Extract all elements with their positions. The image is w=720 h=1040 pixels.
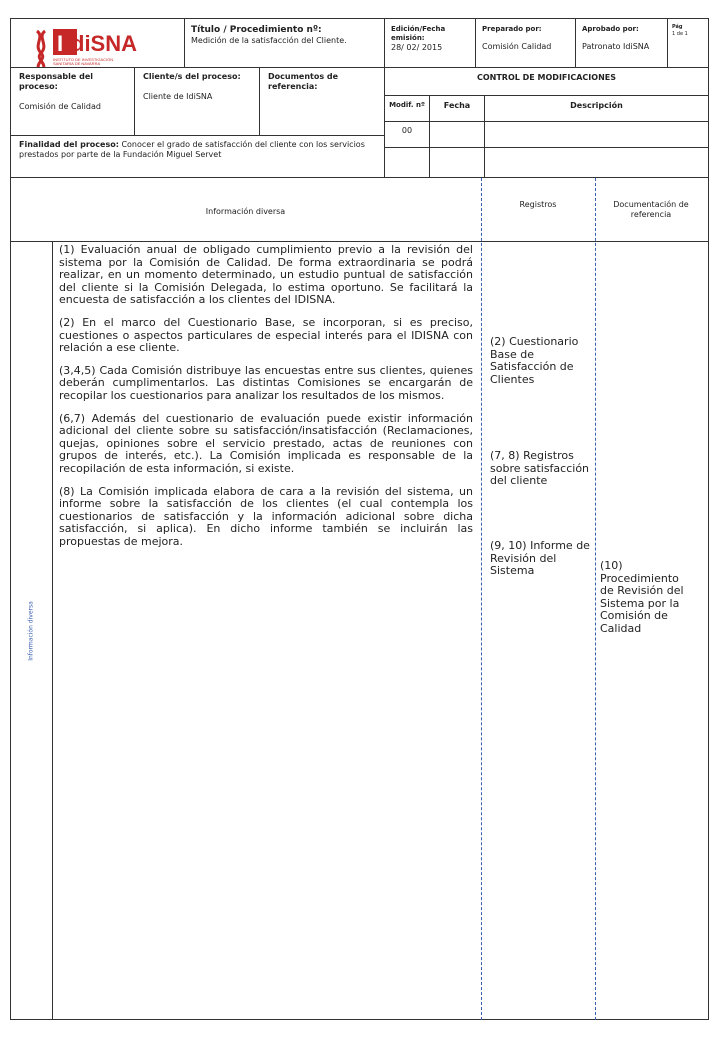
dashed-separator-1 [481, 178, 482, 1020]
approved-label: Aprobado por: [582, 25, 639, 33]
svg-text:I: I [57, 31, 64, 56]
col-header-registros: Registros [519, 200, 557, 209]
responsable-value: Comisión de Calidad [19, 102, 101, 111]
page-value: 1 de 1 [672, 31, 688, 37]
cliente-cell [134, 67, 260, 136]
title-cell [184, 18, 385, 68]
col-header-info: Información diversa [205, 207, 286, 216]
cliente-label: Cliente/s del proceso: [143, 72, 241, 81]
svg-text:diSNA: diSNA [71, 31, 137, 56]
logo-cell [10, 18, 185, 68]
side-label-cell [10, 241, 52, 1020]
idisna-logo [11, 19, 184, 67]
docs-cell [259, 67, 385, 136]
docref-text: (10) Procedimiento de Revisión del Sistema por la Comisión de Calidad [600, 559, 684, 635]
main-text [59, 244, 473, 558]
page-cell [667, 18, 709, 68]
svg-text:SANITARIA DE NAVARRA: SANITARIA DE NAVARRA [53, 61, 101, 66]
responsable-cell [10, 67, 135, 136]
paragraph-4: (6,7) Además del cuestionario de evaluación puede existir información adicional del cliente sobre su satisfacción/insatisfacción (Reclamaciones, quejas, opiniones sobre el servicio prestado, actas de reuniones con grupos de interés, etc.). La Comisión implicada es responsable de la recopilación de esta información, si existe. [59, 411, 473, 475]
paragraph-5: (8) La Comisión implicada elabora de cara a la revisión del sistema, un informe sobre la satisfacción de los clientes (el cual contempla los cuestionarios de satisfacción y la información adicional sobre dicha satisfacción, si aplica). En dicho informe también se incluirán las propuestas de mejora. [59, 484, 473, 548]
paragraph-2: (2) En el marco del Cuestionario Base, se incorporan, si es preciso, cuestiones o aspectos particulares de especial interés para el IDISNA con relación a ese cliente. [59, 315, 473, 355]
title-value: Medición de la satisfacción del Cliente. [191, 36, 347, 45]
control-row-modif: 00 [384, 121, 430, 148]
col-header-docref: Documentación de referencia [613, 200, 689, 219]
approved-value: Patronato IdiSNA [582, 42, 650, 51]
side-column-divider [52, 241, 53, 1020]
registro-2: (7, 8) Registros sobre satisfacción del cliente [490, 449, 590, 488]
control-title: CONTROL DE MODIFICACIONES [384, 67, 709, 96]
control-col-fecha: Fecha [429, 95, 485, 122]
prepared-value: Comisión Calidad [482, 42, 552, 51]
edition-cell [384, 18, 476, 68]
control-col-desc: Descripción [484, 95, 709, 122]
approved-cell [575, 18, 668, 68]
registro-3: (9, 10) Informe de Revisión del Sistema [490, 539, 590, 578]
docs-label: Documentos de referencia: [268, 72, 339, 91]
finalidad-cell [10, 135, 385, 178]
cliente-value: Cliente de IdiSNA [143, 92, 213, 101]
finalidad-value: Conocer el grado de satisfacción del cliente con los servicios prestados por parte de la Fundación Miguel Servet [19, 140, 365, 159]
edition-label: Edición/Fecha emisión: [391, 25, 446, 42]
paragraph-1: (1) Evaluación anual de obligado cumplimiento previo a la revisión del sistema por la Comisión de Calidad. De forma extraordinaria se podrá realizar, en un momento determinado, un estudio puntual de satisfacción del cliente si la Comisión Delegada, lo estima oportuno. Se facilitará la encuesta de satisfacción a los clientes del IDISNA. [59, 243, 473, 307]
responsable-label: Responsable del proceso: [19, 72, 93, 91]
prepared-cell [475, 18, 576, 68]
control-row-desc [484, 121, 709, 148]
control-row-fecha [429, 121, 485, 148]
page-label: Pág [672, 24, 683, 30]
side-label: Información diversa [27, 601, 35, 661]
dashed-separator-2 [595, 178, 596, 1020]
finalidad-label: Finalidad del proceso: [19, 140, 119, 149]
edition-value: 28/ 02/ 2015 [391, 43, 443, 52]
title-label: Título / Procedimiento nº: [191, 25, 322, 35]
control-row2-desc [484, 147, 709, 178]
paragraph-3: (3,4,5) Cada Comisión distribuye las encuestas entre sus clientes, quienes deberán cumplimentarlos. Las distintas Comisiones se encargarán de recopilar los cuestionarios para analizar los resultados de los mismos. [59, 363, 473, 402]
control-row2-fecha [429, 147, 485, 178]
registro-1: (2) Cuestionario Base de Satisfacción de Clientes [490, 335, 579, 386]
control-col-modif: Modif. nº [384, 95, 430, 122]
control-row2-modif [384, 147, 430, 178]
prepared-label: Preparado por: [482, 25, 542, 33]
svg-text:INSTITUTO DE INVESTIGACIÓN: INSTITUTO DE INVESTIGACIÓN [53, 57, 114, 62]
